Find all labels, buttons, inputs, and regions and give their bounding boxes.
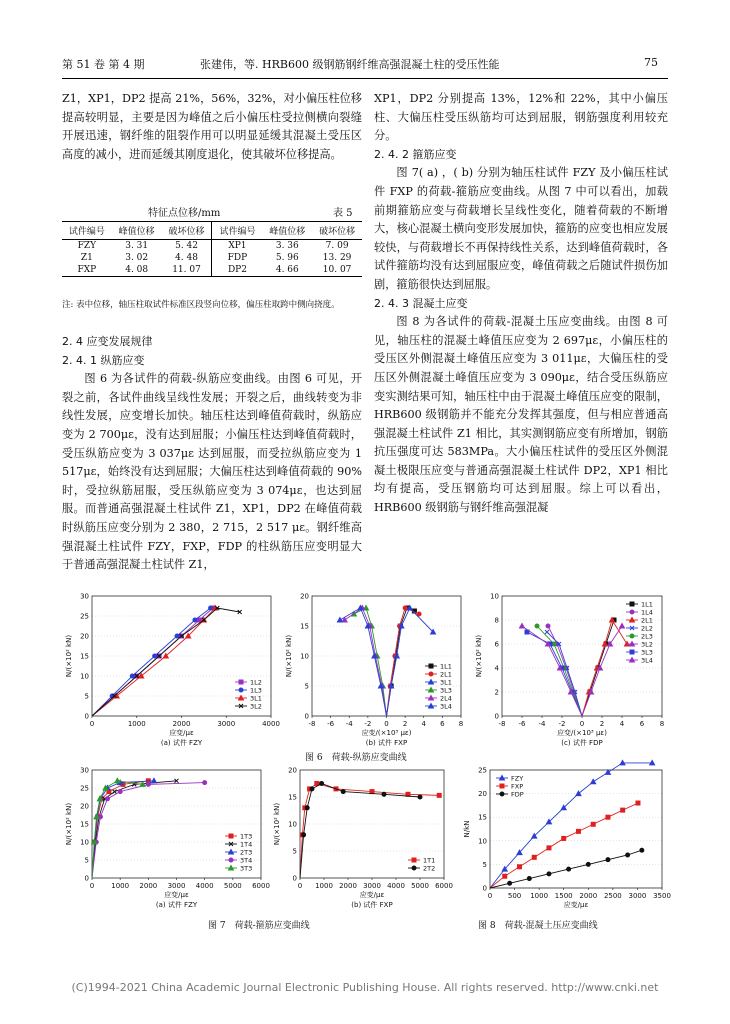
legend-label: 3L4: [440, 702, 452, 711]
data-point: [630, 658, 635, 663]
data-point: [552, 642, 556, 646]
data-point: [545, 630, 549, 634]
data-point: [310, 787, 314, 791]
table-cell: 4. 08: [112, 264, 162, 277]
subfigure-label: (b) 试件 FXP: [365, 739, 408, 747]
subfigure-label: (a) 试件 FZY: [160, 739, 203, 747]
data-point: [429, 664, 433, 668]
right-paragraph-2: 图 7( a) ，( b) 分别为轴压柱试件 FZY 及小偏压柱试件 FXP 的荷载-箍筋应变曲线。从图 7 中可以看出，加载前期箍筋应变与荷载增长呈线性变化，随着荷载的不断增大，核心混凝土横向变形发展加快，箍筋的应变也相应发展较快，与荷载增长不再保持线性关系，达到峰值荷载时，各试件箍筋均没有达到屈服应变，峰值荷载之后随试件损伤加剧，箍筋很快达到屈服。: [374, 166, 668, 291]
y-tick-label: 10: [478, 837, 487, 846]
data-point: [429, 672, 433, 676]
data-point: [418, 795, 422, 799]
table-cell: 11. 07: [162, 264, 212, 277]
legend-label: 1L4: [641, 608, 653, 617]
data-point: [621, 808, 625, 812]
data-point: [151, 778, 156, 783]
y-tick-label: 20: [80, 632, 89, 641]
data-point: [175, 634, 179, 638]
x-tick-label: 4000: [195, 882, 214, 890]
y-tick-label: 4: [494, 664, 499, 673]
y-tick-label: 5: [304, 682, 309, 691]
series-line: [92, 608, 240, 716]
data-point: [417, 612, 421, 616]
legend-label: 1T4: [240, 840, 253, 849]
table-cell: XP1: [228, 241, 247, 251]
data-point: [567, 867, 571, 871]
y-tick-label: 0: [84, 874, 89, 883]
series-line: [582, 626, 622, 716]
data-point: [320, 782, 324, 786]
left-paragraph-1: Z1，XP1，DP2 提高 21%，56%，32%，对小偏压柱位移提高较明显，主要是因为峰值之后小偏压柱受拉侧横向裂缝开展迅速，钢纤维的阻裂作用可以明显延缓其混凝土受压区高度的减小，进而延缓其刚度退化，使其破坏位移提高。: [62, 92, 362, 161]
data-point: [546, 624, 550, 628]
legend-label: FZY: [511, 774, 524, 783]
chart-fig6c: [472, 590, 668, 750]
data-point: [209, 606, 213, 610]
y-tick-label: 20: [478, 790, 487, 799]
x-tick-label: 3000: [628, 892, 647, 900]
chart-fig6b: [282, 590, 467, 750]
data-point: [153, 654, 157, 658]
series-line: [340, 608, 387, 716]
x-tick-label: 2: [599, 720, 605, 728]
y-tick-label: 25: [80, 784, 89, 793]
data-point: [500, 792, 504, 796]
data-point: [500, 784, 504, 788]
table-cell: 4. 48: [162, 252, 212, 264]
table-cell: 3. 31: [125, 241, 149, 251]
x-tick-label: 1000: [127, 720, 146, 728]
series-line: [345, 608, 387, 716]
data-point: [105, 797, 109, 801]
table-cell: 4. 66: [262, 264, 312, 277]
table-cell: Z1: [80, 253, 93, 263]
table-row: [62, 264, 362, 277]
x-tick-label: 1500: [554, 892, 573, 900]
figure-8: [460, 764, 671, 912]
series-2L1: [582, 618, 630, 717]
legend: [425, 663, 452, 711]
x-tick-label: 0: [384, 720, 389, 728]
legend-label: 2L2: [641, 624, 653, 633]
data-point: [429, 704, 434, 709]
x-tick-label: 2: [402, 720, 408, 728]
header-rule: [62, 78, 668, 79]
data-point: [508, 881, 512, 885]
data-point: [239, 680, 243, 684]
series-3L3: [351, 606, 386, 717]
data-point: [412, 858, 416, 862]
data-point: [620, 624, 625, 629]
x-tick-label: 0: [297, 882, 303, 890]
data-point: [605, 770, 610, 775]
table-cell: FXP: [62, 264, 112, 277]
data-point: [337, 618, 342, 623]
data-point: [412, 866, 416, 870]
series-1L1: [387, 606, 417, 716]
y-tick-label: 30: [80, 592, 89, 601]
left-column-top: [62, 90, 362, 164]
y-axis-label: N/(×10² kN): [273, 802, 281, 846]
y-tick-label: 10: [288, 820, 297, 829]
legend: [225, 833, 252, 873]
x-axis-label: 应变/με: [169, 729, 194, 737]
y-axis-label: N/(×10² kN): [285, 634, 293, 678]
data-point: [562, 836, 566, 840]
data-point: [115, 778, 120, 783]
data-point: [547, 872, 551, 876]
right-paragraph-1: XP1，DP2 分别提高 13%，12%和 22%，其中小偏压柱、大偏压柱受压纵筋均可达到屈服，钢筋强度利用较充分。: [374, 92, 668, 143]
data-point: [229, 850, 234, 855]
y-tick-label: 0: [482, 884, 487, 893]
y-tick-label: 6: [494, 640, 499, 649]
data-point: [193, 618, 197, 622]
y-tick-label: 25: [80, 612, 89, 621]
data-point: [630, 610, 634, 614]
y-tick-label: 20: [80, 802, 89, 811]
legend-label: 1L3: [250, 686, 262, 695]
table-5: [62, 221, 362, 277]
th-peak-disp-2: 峰值位移: [262, 222, 312, 240]
data-point: [630, 618, 635, 623]
left-column-bottom: [62, 333, 362, 575]
journal-volume: 第 51 卷 第 4 期: [62, 58, 145, 71]
y-tick-label: 0: [494, 712, 499, 721]
table-cell: FZY: [77, 241, 97, 251]
data-point: [520, 624, 525, 629]
y-tick-label: 15: [478, 813, 487, 822]
figure-6b: [282, 590, 467, 750]
section-heading-2-4: 2. 4 应变发展规律: [62, 335, 153, 348]
data-point: [500, 776, 505, 781]
x-tick-label: 8: [659, 720, 665, 728]
data-point: [630, 650, 634, 654]
x-tick-label: -6: [518, 720, 526, 728]
data-point: [527, 877, 531, 881]
legend-label: 2T3: [240, 848, 253, 857]
table-label: 表 5: [333, 208, 353, 219]
series-2T2: [300, 782, 422, 879]
section-heading-2-4-2: 2. 4. 2 箍筋应变: [374, 147, 457, 161]
x-tick-label: 2000: [172, 720, 191, 728]
data-point: [429, 688, 434, 693]
data-point: [503, 874, 507, 878]
y-tick-label: 20: [288, 766, 297, 775]
data-point: [146, 782, 150, 786]
figure-8-caption: 图 8 荷载-混凝土压应变曲线: [478, 921, 598, 931]
series-line: [490, 803, 638, 888]
page-number: 75: [644, 56, 658, 69]
data-point: [630, 642, 635, 647]
series-3L4: [520, 624, 583, 717]
subfigure-label: (a) 试件 FZY: [155, 901, 198, 909]
data-point: [429, 680, 434, 685]
x-tick-label: 2000: [339, 882, 357, 890]
data-point: [535, 624, 539, 628]
y-tick-label: 0: [84, 712, 89, 721]
legend-label: 1L2: [250, 678, 262, 687]
table-cell: 3. 02: [125, 253, 149, 263]
table-cell: 5. 96: [275, 253, 299, 263]
subfigure-label: (b) 试件 FXP: [351, 901, 393, 909]
x-tick-label: 2000: [139, 882, 158, 890]
x-tick-label: 2000: [579, 892, 598, 900]
plot-frame: [502, 596, 662, 716]
x-tick-label: 1000: [530, 892, 549, 900]
x-axis-label: 应变/με: [563, 901, 589, 909]
series-2L1: [387, 606, 422, 716]
data-point: [591, 779, 596, 784]
table-cell: 10. 07: [312, 264, 362, 277]
section-heading-2-4-3: 2. 4. 3 混凝土应变: [374, 296, 468, 310]
data-point: [640, 848, 644, 852]
legend-label: FXP: [511, 782, 524, 791]
table-note: 注: 表中位移，轴压柱取试件标准区段竖向位移，偏压柱取跨中侧向挠度。: [62, 300, 340, 310]
series-2L4: [342, 606, 386, 717]
x-tick-label: 3000: [217, 720, 236, 728]
y-tick-label: 15: [288, 793, 297, 802]
legend-label: 3L2: [250, 702, 262, 711]
legend-label: 1L1: [440, 662, 452, 671]
x-tick-label: 6000: [435, 882, 453, 890]
x-tick-label: 0: [89, 882, 95, 890]
x-axis-label: 应变/(×10³ με): [361, 729, 412, 737]
legend-label: 3L1: [440, 678, 452, 687]
x-axis-label: 应变/με: [164, 891, 189, 899]
table-caption: 特征点位移/mm: [148, 208, 221, 219]
table-cell: 3. 36: [275, 241, 299, 251]
legend: [235, 679, 262, 711]
data-point: [606, 815, 610, 819]
chart-fig8: [460, 764, 671, 912]
y-axis-label: N/(×10² kN): [65, 634, 73, 678]
y-tick-label: 15: [80, 820, 89, 829]
data-point: [630, 602, 634, 606]
data-point: [636, 801, 640, 805]
right-paragraph-3: 图 8 为各试件的荷载-混凝土压应变曲线。由图 8 可见，轴压柱的混凝土峰值压应变为 2 697με，小偏压柱的受压区外侧混凝土峰值压应变为 3 011με，大偏压柱的受压区外侧混凝土峰值压应变为 3 090με，结合受压纵筋应变实测结果可知，轴压柱中由于混凝土峰值压应变的限制，HRB600 级钢筋并不能充分发挥其强度，但与相应普通高强混凝土柱试件 Z1 相比，其实测钢筋应变有所增加，钢筋抗压强度可达 583MPa。大小偏压柱试件的受压区外侧混凝土极限压应变与普通高强混凝土柱试件 DP2，XP1 相比均有提高，受压钢筋均可达到屈服。综上可以看出，HRB600 级钢筋与钢纤维高强混凝: [374, 315, 668, 515]
figure-7-caption: 图 7 荷载-箍筋应变曲线: [208, 921, 310, 931]
data-point: [197, 618, 201, 622]
y-tick-label: 5: [84, 856, 89, 865]
data-point: [547, 846, 551, 850]
series-line: [537, 626, 582, 716]
chart-fig7b: [270, 764, 453, 912]
y-tick-label: 30: [80, 766, 89, 775]
left-paragraph-2: 图 6 为各试件的荷载-纵筋应变曲线。由图 6 可见，开裂之前，各试件曲线呈线性发展；开裂之后，曲线转变为非线性发展，应变增长加快。轴压柱达到峰值荷载时，纵筋应变为 2 700με，没有达到屈服；小偏压柱达到峰值荷载时，受压纵筋应变为 3 037με 达到屈服，而受拉纵筋应变为 1 517με，始终没有达到屈服；大偏压柱达到峰值荷载的 90% 时，受拉纵筋屈服，受压纵筋应变为 3 074με，也达到屈服。而普通高强混凝土柱试件 Z1，XP1，DP2 在峰值荷载时纵筋压应变分别为 2 380，2 715，2 517 με。钢纤维高强混凝土柱试件 FZY，FXP，FDP 的柱纵筋压应变明显大于普通高强混凝土柱试件 Z1，: [62, 372, 362, 572]
y-axis-label: N/(×10² kN): [65, 802, 73, 846]
x-tick-label: 8: [458, 720, 464, 728]
series-line: [92, 781, 143, 878]
x-tick-label: -8: [308, 720, 316, 728]
data-point: [118, 790, 122, 794]
data-point: [203, 781, 207, 785]
y-tick-label: 15: [300, 622, 309, 631]
series-3L2: [92, 606, 242, 716]
legend-label: 2L4: [440, 694, 452, 703]
legend-label: 3T3: [240, 864, 253, 873]
series-3L2: [582, 624, 625, 717]
series-line: [300, 784, 420, 879]
table-row: [62, 252, 362, 264]
y-tick-label: 15: [80, 652, 89, 661]
data-point: [532, 855, 536, 859]
data-point: [517, 865, 521, 869]
data-point: [429, 696, 434, 701]
x-tick-label: 5000: [411, 882, 429, 890]
data-point: [229, 858, 233, 862]
x-tick-label: -8: [498, 720, 506, 728]
series-line: [387, 608, 434, 716]
data-point: [130, 674, 134, 678]
data-point: [229, 866, 234, 871]
x-tick-label: 2500: [603, 892, 622, 900]
figure-6c: [472, 590, 668, 750]
legend-label: 2L1: [641, 616, 653, 625]
data-point: [437, 793, 441, 797]
legend-label: 1T3: [240, 832, 253, 841]
x-tick-label: -4: [345, 720, 353, 728]
x-tick-label: 0: [487, 892, 493, 900]
data-point: [140, 782, 145, 787]
table-header-row: [62, 222, 362, 240]
series-line: [490, 850, 642, 888]
data-point: [620, 760, 625, 765]
y-axis-label: N/(×10² kN): [475, 634, 483, 678]
y-tick-label: 10: [80, 838, 89, 847]
series-2T3: [92, 778, 156, 878]
data-point: [305, 806, 309, 810]
section-heading-2-4-1: 2. 4. 1 纵筋应变: [62, 353, 145, 367]
y-tick-label: 5: [84, 692, 89, 701]
data-point: [606, 858, 610, 862]
x-tick-label: 3000: [363, 882, 381, 890]
table-cell: FDP: [227, 253, 248, 263]
x-tick-label: 6: [440, 720, 445, 728]
data-point: [586, 862, 590, 866]
legend-label: 3L1: [250, 694, 262, 703]
figure-7b: [270, 764, 453, 912]
chart-fig6a: [62, 590, 280, 750]
data-point: [239, 688, 243, 692]
data-point: [341, 790, 345, 794]
legend: [496, 775, 524, 799]
series-1T4: [92, 779, 179, 878]
x-axis-label: 应变/με: [359, 891, 385, 899]
legend-label: 3T4: [240, 856, 253, 865]
table-row: [62, 240, 362, 253]
figure-6-caption: 图 6 荷载-纵筋应变曲线: [305, 753, 407, 763]
figure-6a: [62, 590, 280, 750]
right-column: [374, 90, 668, 518]
chart-fig7a: [62, 764, 270, 912]
th-failure-disp-2: 破坏位移: [312, 222, 362, 240]
data-point: [113, 790, 117, 794]
legend-label: 1T1: [423, 856, 436, 865]
table-cell: 7. 09: [325, 241, 349, 251]
data-point: [591, 822, 595, 826]
x-tick-label: 1000: [315, 882, 333, 890]
x-tick-label: 4: [421, 720, 426, 728]
y-tick-label: 5: [482, 860, 487, 869]
x-tick-label: 4000: [387, 882, 405, 890]
y-tick-label: 5: [292, 847, 297, 856]
th-specimen: 试件编号: [62, 222, 112, 240]
y-tick-label: 2: [494, 688, 499, 697]
y-tick-label: 25: [478, 766, 487, 775]
legend-label: 1L1: [641, 600, 653, 609]
legend-label: 2L3: [641, 632, 653, 641]
y-tick-label: 10: [80, 672, 89, 681]
y-tick-label: 10: [300, 652, 309, 661]
x-tick-label: -2: [558, 720, 566, 728]
data-point: [576, 829, 580, 833]
legend: [408, 857, 435, 873]
data-point: [626, 853, 630, 857]
copyright-footer: (C)1994-2021 China Academic Journal Electronic Publishing House. All rights reserved. http://www.cnki.net: [71, 981, 659, 994]
x-tick-label: 3500: [653, 892, 671, 900]
y-tick-label: 8: [494, 616, 499, 625]
x-tick-label: 4: [619, 720, 625, 728]
legend-label: 3L2: [641, 640, 653, 649]
legend-label: FDP: [511, 790, 524, 799]
subfigure-label: (c) 试件 FDP: [561, 739, 603, 747]
y-axis-label: N/kN: [463, 820, 471, 838]
x-tick-label: 6000: [252, 882, 270, 890]
data-point: [650, 760, 655, 765]
y-tick-label: 10: [490, 592, 499, 601]
x-tick-label: 5000: [223, 882, 242, 890]
th-failure-disp: 破坏位移: [162, 222, 212, 240]
x-tick-label: 4000: [262, 720, 280, 728]
data-point: [403, 606, 407, 610]
running-title: 张建伟，等. HRB600 级钢筋钢纤维高强混凝土柱的受压性能: [200, 58, 500, 71]
series-line: [522, 626, 582, 716]
x-tick-label: -6: [327, 720, 335, 728]
y-tick-label: 0: [292, 874, 297, 883]
x-tick-label: 6: [639, 720, 645, 728]
legend-label: 3L4: [641, 656, 653, 665]
x-tick-label: 0: [89, 720, 95, 728]
x-axis-label: 应变/(×10³ με): [557, 729, 607, 737]
table-cell: 13. 29: [322, 253, 352, 263]
table-cell: 5. 42: [162, 240, 212, 253]
series-FXP: [490, 801, 640, 888]
legend-label: 2L1: [440, 670, 452, 679]
data-point: [229, 834, 233, 838]
y-tick-label: 0: [304, 712, 309, 721]
data-point: [302, 833, 306, 837]
data-point: [382, 792, 386, 796]
figure-7a: [62, 764, 270, 912]
y-tick-label: 20: [300, 592, 309, 601]
x-tick-label: 3000: [167, 882, 186, 890]
th-peak-disp: 峰值位移: [112, 222, 162, 240]
x-tick-label: 0: [579, 720, 585, 728]
x-tick-label: 500: [507, 892, 522, 900]
th-specimen-2: 试件编号: [212, 222, 262, 240]
series-FDP: [490, 848, 644, 888]
data-point: [630, 634, 634, 638]
table-cell: DP2: [212, 264, 262, 277]
legend-label: 3L3: [440, 686, 452, 695]
legend: [626, 601, 653, 665]
legend-label: 3L3: [641, 648, 653, 657]
legend-label: 2T2: [423, 864, 436, 873]
x-tick-label: 1000: [111, 882, 130, 890]
x-tick-label: -4: [538, 720, 546, 728]
x-tick-label: -2: [364, 720, 372, 728]
